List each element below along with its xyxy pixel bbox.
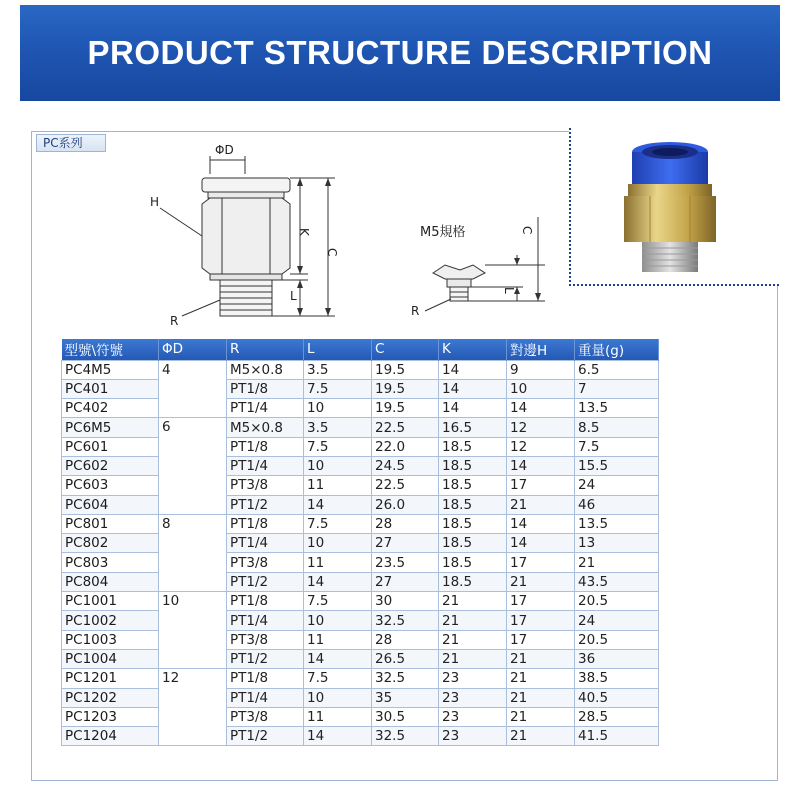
c-cell: 23.5 <box>372 553 439 572</box>
k-cell: 18.5 <box>439 572 507 591</box>
m5-dimension-drawing <box>405 215 555 325</box>
l-cell: 7.5 <box>304 437 372 456</box>
l-cell: 14 <box>304 495 372 514</box>
l-cell: 11 <box>304 707 372 726</box>
hex-cell: 17 <box>507 553 575 572</box>
weight-cell: 21 <box>575 553 659 572</box>
c-cell: 27 <box>372 572 439 591</box>
k-cell: 18.5 <box>439 456 507 475</box>
hex-cell: 17 <box>507 630 575 649</box>
c-cell: 35 <box>372 688 439 707</box>
table-row <box>62 707 659 726</box>
k-cell: 18.5 <box>439 476 507 495</box>
c-cell: 26.0 <box>372 495 439 514</box>
table-row <box>62 476 659 495</box>
k-cell: 18.5 <box>439 553 507 572</box>
c-cell: 24.5 <box>372 456 439 475</box>
m5-spec-label: M5規格 <box>420 225 466 240</box>
k-cell: 21 <box>439 592 507 611</box>
c-cell: 27 <box>372 534 439 553</box>
k-cell: 21 <box>439 630 507 649</box>
hex-cell: 14 <box>507 514 575 533</box>
weight-cell: 20.5 <box>575 630 659 649</box>
table-row <box>62 456 659 475</box>
weight-cell: 43.5 <box>575 572 659 591</box>
hex-cell: 14 <box>507 456 575 475</box>
header-hex: 對邊H <box>507 339 575 360</box>
l-cell: 11 <box>304 553 372 572</box>
r-cell: PT1/2 <box>227 572 304 591</box>
od-cell: 12 <box>159 669 227 746</box>
k-cell: 23 <box>439 669 507 688</box>
model-cell: PC801 <box>62 514 159 533</box>
r-cell: PT1/8 <box>227 437 304 456</box>
header-c: C <box>372 339 439 360</box>
r-cell: PT1/4 <box>227 399 304 418</box>
m5-label-r: R <box>411 304 420 318</box>
hex-cell: 17 <box>507 592 575 611</box>
hex-cell: 21 <box>507 727 575 746</box>
r-cell: PT1/4 <box>227 456 304 475</box>
r-cell: PT1/8 <box>227 592 304 611</box>
l-cell: 11 <box>304 630 372 649</box>
m5-label-c: C <box>520 226 534 235</box>
od-cell: 8 <box>159 514 227 591</box>
weight-cell: 13.5 <box>575 514 659 533</box>
table-row <box>62 630 659 649</box>
table-row <box>62 669 659 688</box>
k-cell: 14 <box>439 399 507 418</box>
weight-cell: 41.5 <box>575 727 659 746</box>
r-cell: PT1/8 <box>227 379 304 398</box>
c-cell: 30 <box>372 592 439 611</box>
weight-cell: 6.5 <box>575 360 659 379</box>
label-k: K <box>297 228 311 236</box>
m5-label-l: L <box>502 287 516 294</box>
model-cell: PC803 <box>62 553 159 572</box>
k-cell: 23 <box>439 707 507 726</box>
hex-cell: 21 <box>507 572 575 591</box>
k-cell: 14 <box>439 360 507 379</box>
table-row <box>62 688 659 707</box>
weight-cell: 7 <box>575 379 659 398</box>
banner-title: PRODUCT STRUCTURE DESCRIPTION <box>87 34 713 71</box>
r-cell: PT1/8 <box>227 669 304 688</box>
weight-cell: 13 <box>575 534 659 553</box>
header-od: ΦD <box>159 339 227 360</box>
l-cell: 7.5 <box>304 379 372 398</box>
k-cell: 18.5 <box>439 437 507 456</box>
l-cell: 14 <box>304 649 372 668</box>
table-row <box>62 360 659 379</box>
r-cell: PT3/8 <box>227 630 304 649</box>
model-cell: PC1201 <box>62 669 159 688</box>
series-tab: PC系列 <box>36 134 106 152</box>
weight-cell: 36 <box>575 649 659 668</box>
r-cell: PT1/4 <box>227 534 304 553</box>
k-cell: 18.5 <box>439 495 507 514</box>
od-cell: 4 <box>159 360 227 418</box>
hex-cell: 17 <box>507 611 575 630</box>
label-r: R <box>170 314 179 328</box>
weight-cell: 38.5 <box>575 669 659 688</box>
weight-cell: 24 <box>575 611 659 630</box>
r-cell: PT3/8 <box>227 553 304 572</box>
l-cell: 10 <box>304 456 372 475</box>
l-cell: 11 <box>304 476 372 495</box>
table-row <box>62 379 659 398</box>
hex-cell: 21 <box>507 688 575 707</box>
c-cell: 28 <box>372 630 439 649</box>
table-row <box>62 399 659 418</box>
label-h: H <box>150 195 160 209</box>
c-cell: 19.5 <box>372 360 439 379</box>
table-row <box>62 437 659 456</box>
header-r: R <box>227 339 304 360</box>
header-model: 型號\符號 <box>62 339 159 360</box>
r-cell: PT3/8 <box>227 476 304 495</box>
product-photo <box>612 138 728 278</box>
hex-cell: 12 <box>507 418 575 437</box>
r-cell: M5×0.8 <box>227 418 304 437</box>
hex-cell: 21 <box>507 707 575 726</box>
table-row <box>62 727 659 746</box>
model-cell: PC601 <box>62 437 159 456</box>
c-cell: 22.5 <box>372 476 439 495</box>
l-cell: 7.5 <box>304 592 372 611</box>
header-weight: 重量(g) <box>575 339 659 360</box>
header-l: L <box>304 339 372 360</box>
r-cell: PT1/2 <box>227 649 304 668</box>
weight-cell: 28.5 <box>575 707 659 726</box>
weight-cell: 46 <box>575 495 659 514</box>
label-c: C <box>325 248 339 257</box>
header-k: K <box>439 339 507 360</box>
c-cell: 32.5 <box>372 611 439 630</box>
r-cell: PT1/4 <box>227 611 304 630</box>
r-cell: PT1/2 <box>227 727 304 746</box>
l-cell: 14 <box>304 727 372 746</box>
c-cell: 28 <box>372 514 439 533</box>
fitting-dimension-drawing <box>130 140 360 330</box>
r-cell: PT3/8 <box>227 707 304 726</box>
weight-cell: 13.5 <box>575 399 659 418</box>
od-cell: 10 <box>159 592 227 669</box>
k-cell: 14 <box>439 379 507 398</box>
model-cell: PC804 <box>62 572 159 591</box>
l-cell: 3.5 <box>304 360 372 379</box>
model-cell: PC401 <box>62 379 159 398</box>
model-cell: PC1202 <box>62 688 159 707</box>
hex-cell: 14 <box>507 534 575 553</box>
table-row <box>62 553 659 572</box>
hex-cell: 21 <box>507 649 575 668</box>
c-cell: 19.5 <box>372 379 439 398</box>
k-cell: 18.5 <box>439 534 507 553</box>
hex-cell: 10 <box>507 379 575 398</box>
r-cell: PT1/2 <box>227 495 304 514</box>
model-cell: PC1203 <box>62 707 159 726</box>
k-cell: 21 <box>439 611 507 630</box>
c-cell: 19.5 <box>372 399 439 418</box>
k-cell: 23 <box>439 688 507 707</box>
model-cell: PC1001 <box>62 592 159 611</box>
l-cell: 7.5 <box>304 514 372 533</box>
hex-cell: 17 <box>507 476 575 495</box>
c-cell: 22.5 <box>372 418 439 437</box>
label-l: L <box>290 289 297 303</box>
c-cell: 26.5 <box>372 649 439 668</box>
label-od: ΦD <box>215 143 234 157</box>
weight-cell: 40.5 <box>575 688 659 707</box>
model-cell: PC402 <box>62 399 159 418</box>
r-cell: PT1/8 <box>227 514 304 533</box>
spec-table-body <box>62 360 659 746</box>
weight-cell: 8.5 <box>575 418 659 437</box>
hex-cell: 9 <box>507 360 575 379</box>
c-cell: 32.5 <box>372 669 439 688</box>
weight-cell: 15.5 <box>575 456 659 475</box>
l-cell: 10 <box>304 399 372 418</box>
model-cell: PC603 <box>62 476 159 495</box>
model-cell: PC1204 <box>62 727 159 746</box>
table-row <box>62 592 659 611</box>
model-cell: PC1004 <box>62 649 159 668</box>
c-cell: 22.0 <box>372 437 439 456</box>
table-row <box>62 572 659 591</box>
table-row <box>62 514 659 533</box>
l-cell: 3.5 <box>304 418 372 437</box>
model-cell: PC604 <box>62 495 159 514</box>
hex-cell: 21 <box>507 495 575 514</box>
weight-cell: 7.5 <box>575 437 659 456</box>
hex-cell: 21 <box>507 669 575 688</box>
k-cell: 18.5 <box>439 514 507 533</box>
c-cell: 30.5 <box>372 707 439 726</box>
l-cell: 10 <box>304 534 372 553</box>
table-row <box>62 649 659 668</box>
k-cell: 21 <box>439 649 507 668</box>
l-cell: 7.5 <box>304 669 372 688</box>
model-cell: PC4M5 <box>62 360 159 379</box>
weight-cell: 24 <box>575 476 659 495</box>
table-row <box>62 495 659 514</box>
model-cell: PC1002 <box>62 611 159 630</box>
od-cell: 6 <box>159 418 227 514</box>
spec-table <box>61 339 659 746</box>
hex-cell: 12 <box>507 437 575 456</box>
l-cell: 10 <box>304 688 372 707</box>
table-header-row <box>62 339 659 360</box>
c-cell: 32.5 <box>372 727 439 746</box>
table-row <box>62 611 659 630</box>
k-cell: 23 <box>439 727 507 746</box>
r-cell: PT1/4 <box>227 688 304 707</box>
model-cell: PC602 <box>62 456 159 475</box>
table-row <box>62 534 659 553</box>
r-cell: M5×0.8 <box>227 360 304 379</box>
model-cell: PC802 <box>62 534 159 553</box>
l-cell: 10 <box>304 611 372 630</box>
header-banner <box>20 5 780 101</box>
hex-cell: 14 <box>507 399 575 418</box>
k-cell: 16.5 <box>439 418 507 437</box>
model-cell: PC6M5 <box>62 418 159 437</box>
model-cell: PC1003 <box>62 630 159 649</box>
weight-cell: 20.5 <box>575 592 659 611</box>
table-row <box>62 418 659 437</box>
l-cell: 14 <box>304 572 372 591</box>
